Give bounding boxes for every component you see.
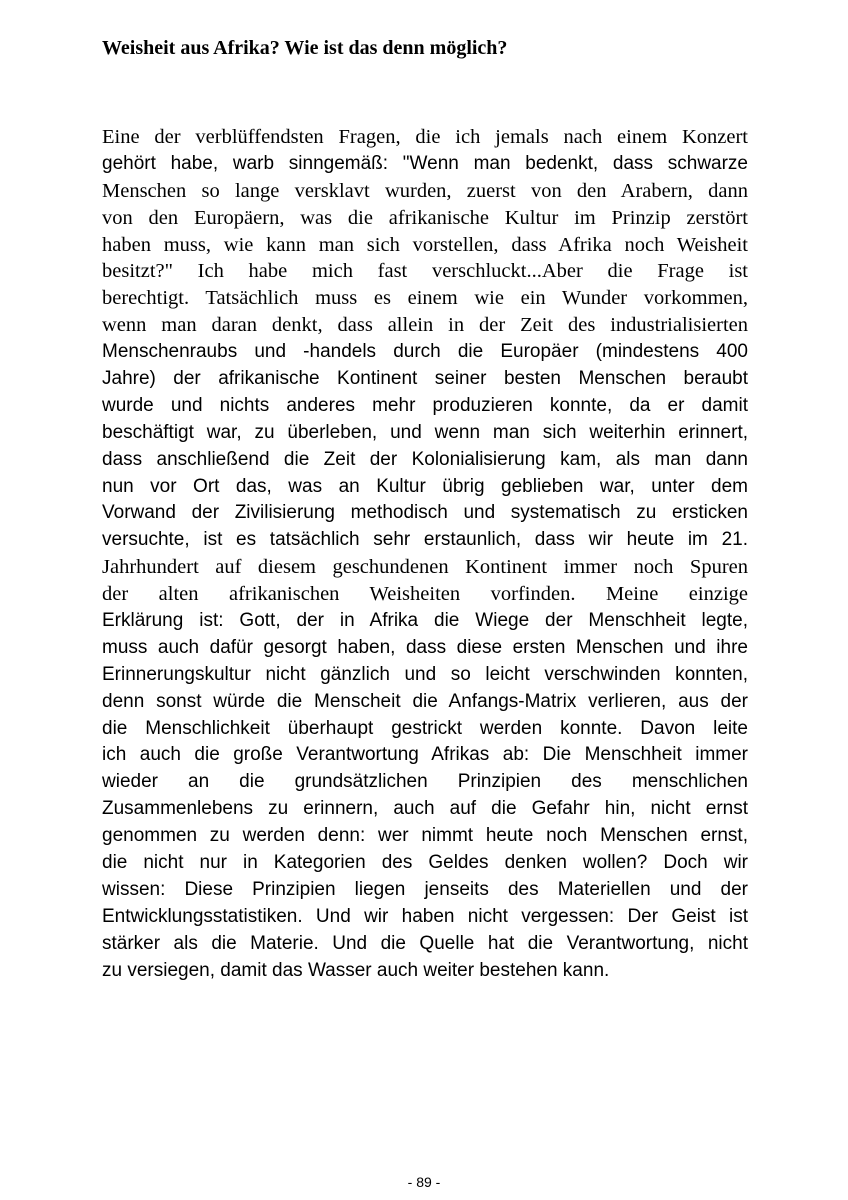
text-line: zu versiegen, damit das Wasser auch weiter bestehen kann. bbox=[102, 959, 610, 981]
text-line: nun vor Ort das, was an Kultur übrig geblieben war, unter dem bbox=[102, 475, 748, 497]
text-line: der alten afrikanischen Weisheiten vorfinden. Meine einzige bbox=[102, 583, 748, 606]
text-line: wurde und nichts anderes mehr produzieren konnte, da er damit bbox=[102, 394, 748, 416]
text-line: denn sonst würde die Menscheit die Anfangs-Matrix verlieren, aus der bbox=[102, 690, 748, 712]
text-line: stärker als die Materie. Und die Quelle hat die Verantwortung, nicht bbox=[102, 932, 748, 954]
text-line: wieder an die grundsätzlichen Prinzipien des menschlichen bbox=[102, 771, 748, 793]
text-line: Jahrhundert auf diesem geschundenen Kontinent immer noch Spuren bbox=[102, 556, 748, 579]
text-line: besitzt?" Ich habe mich fast verschluckt...Aber die Frage ist bbox=[102, 260, 748, 283]
text-line: die nicht nur in Kategorien des Geldes denken wollen? Doch wir bbox=[102, 852, 748, 874]
text-line: haben muss, wie kann man sich vorstellen, dass Afrika noch Weisheit bbox=[102, 233, 748, 256]
text-line: wenn man daran denkt, dass allein in der Zeit des industrialisierten bbox=[102, 314, 748, 337]
text-line: gehört habe, warb sinngemäß: "Wenn man bedenkt, dass schwarze bbox=[102, 152, 748, 174]
text-line: die Menschlichkeit überhaupt gestrickt werden konnte. Davon leite bbox=[102, 717, 748, 739]
page-number: - 89 - bbox=[407, 1174, 441, 1190]
document-title: Weisheit aus Afrika? Wie ist das denn möglich? bbox=[102, 37, 508, 59]
text-line: Menschenraubs und -handels durch die Europäer (mindestens 400 bbox=[102, 341, 748, 363]
text-line: Entwicklungsstatistiken. Und wir haben nicht vergessen: Der Geist ist bbox=[102, 905, 748, 927]
text-line: Erklärung ist: Gott, der in Afrika die Wiege der Menschheit legte, bbox=[102, 610, 748, 632]
text-line: Vorwand der Zivilisierung methodisch und systematisch zu ersticken bbox=[102, 502, 748, 524]
text-line: Zusammenlebens zu erinnern, auch auf die Gefahr hin, nicht ernst bbox=[102, 798, 748, 820]
text-line: beschäftigt war, zu überleben, und wenn man sich weiterhin erinnert, bbox=[102, 421, 748, 443]
text-line: ich auch die große Verantwortung Afrikas ab: Die Menschheit immer bbox=[102, 744, 748, 766]
text-line: berechtigt. Tatsächlich muss es einem wie ein Wunder vorkommen, bbox=[102, 287, 748, 310]
text-line: Menschen so lange versklavt wurden, zuerst von den Arabern, dann bbox=[102, 179, 748, 202]
text-line: genommen zu werden denn: wer nimmt heute noch Menschen ernst, bbox=[102, 825, 748, 847]
text-line: wissen: Diese Prinzipien liegen jenseits des Materiellen und der bbox=[102, 878, 748, 900]
text-line: Eine der verblüffendsten Fragen, die ich jemals nach einem Konzert bbox=[102, 126, 748, 148]
text-line: Erinnerungskultur nicht gänzlich und so leicht verschwinden konnten, bbox=[102, 663, 748, 685]
text-line: von den Europäern, was die afrikanische Kultur im Prinzip zerstört bbox=[102, 206, 748, 229]
text-line: dass anschließend die Zeit der Kolonialisierung kam, als man dann bbox=[102, 448, 748, 470]
body-paragraph bbox=[102, 124, 748, 985]
text-line: muss auch dafür gesorgt haben, dass diese ersten Menschen und ihre bbox=[102, 636, 748, 658]
text-line: Jahre) der afrikanische Kontinent seiner besten Menschen beraubt bbox=[102, 368, 748, 390]
text-line: versuchte, ist es tatsächlich sehr erstaunlich, dass wir heute im 21. bbox=[102, 529, 748, 551]
